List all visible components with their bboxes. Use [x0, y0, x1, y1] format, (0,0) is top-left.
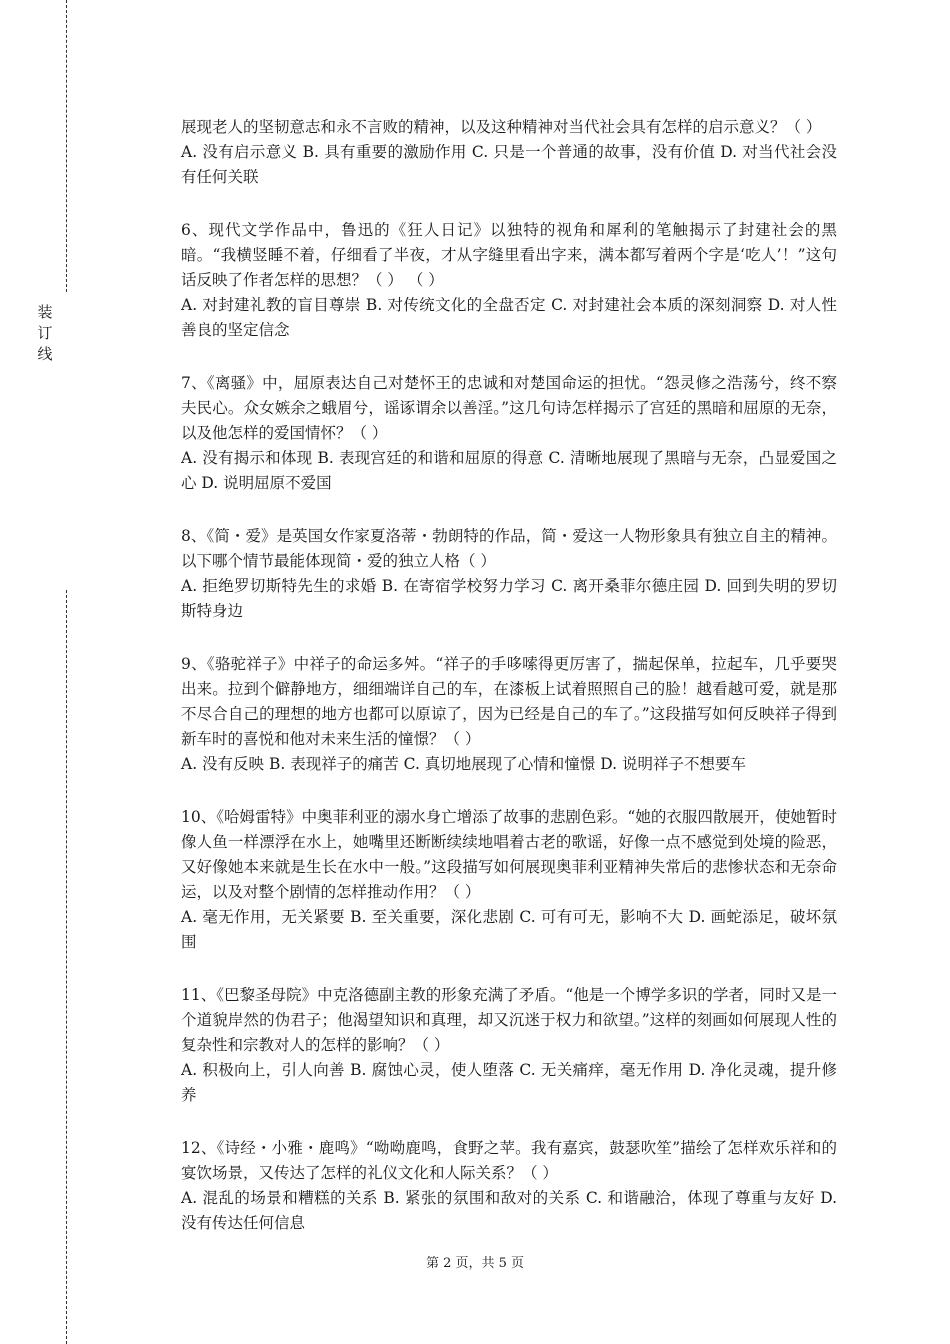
page-footer: 第 2 页，共 5 页 — [425, 1256, 525, 1271]
question-options: A. 拒绝罗切斯特先生的求婚 B. 在寄宿学校努力学习 C. 离开桑菲尔德庄园 D. 回到失明的罗切斯特身边 — [181, 577, 837, 620]
question-stem: 11、《巴黎圣母院》中克洛德副主教的形象充满了矛盾。“他是一个博学多识的学者，同时又是一个道貌岸然的伪君子；他渴望知识和真理，却又沉迷于权力和欲望。”这样的刻画如何展现人性的复杂性和宗教对人的怎样的影响？（ ） — [181, 986, 837, 1054]
question-item — [181, 524, 837, 624]
binding-label-char: 装 — [37, 303, 53, 321]
question-options: A. 毫无作用，无关紧要 B. 至关重要，深化悲剧 C. 可有可无，影响不大 D. 画蛇添足，破坏氛围 — [181, 908, 837, 951]
question-options: A. 没有启示意义 B. 具有重要的激励作用 C. 只是一个普通的故事，没有价值 D. 对当代社会没有任何关联 — [181, 143, 837, 186]
question-stem: 9、《骆驼祥子》中祥子的命运多舛。“祥子的手哆嗦得更厉害了，揣起保单，拉起车，几乎要哭出来。拉到个僻静地方，细细端详自己的车，在漆板上试着照照自己的脸！越看越可爱，就是那不尽合自己的理想的地方也都可以原谅了，因为已经是自己的车了。”这段描写如何反映祥子得到新车时的喜悦和他对未来生活的憧憬？（ ） — [181, 655, 837, 748]
question-stem: 10、《哈姆雷特》中奥菲利亚的溺水身亡增添了故事的悲剧色彩。“她的衣服四散展开，使她暂时像人鱼一样漂浮在水上，她嘴里还断断续续地唱着古老的歌谣，好像一点不感觉到处境的险恶，又好像她本来就是生长在水中一般。”这段描写如何展现奥菲利亚精神失常后的悲惨状态和无奈命运，以及对整个剧情的怎样推动作用？（ ） — [181, 808, 837, 901]
question-options: A. 没有揭示和体现 B. 表现宫廷的和谐和屈原的得意 C. 清晰地展现了黑暗与无奈，凸显爱国之心 D. 说明屈原不爱国 — [181, 449, 837, 492]
question-item — [181, 805, 837, 955]
question-item — [181, 371, 837, 496]
binding-line-bottom — [66, 590, 67, 1344]
question-options: A. 混乱的场景和糟糕的关系 B. 紧张的氛围和敌对的关系 C. 和谐融洽，体现了尊重与友好 D. 没有传达任何信息 — [181, 1189, 837, 1232]
question-list — [181, 115, 837, 1264]
question-stem: 6、现代文学作品中，鲁迅的《狂人日记》以独特的视角和犀利的笔触揭示了封建社会的黑暗。“我横竖睡不着，仔细看了半夜，才从字缝里看出字来，满本都写着两个字是‘吃人’！”这句话反映了作者怎样的思想？（ ） （ ） — [181, 221, 837, 289]
binding-label-char: 订 — [37, 324, 53, 342]
question-item — [181, 115, 837, 190]
question-options: A. 对封建礼教的盲目尊崇 B. 对传统文化的全盘否定 C. 对封建社会本质的深刻洞察 D. 对人性善良的坚定信念 — [181, 296, 837, 339]
question-stem: 7、《离骚》中，屈原表达自己对楚怀王的忠诚和对楚国命运的担忧。“怨灵修之浩荡兮，终不察夫民心。众女嫉余之蛾眉兮，谣诼谓余以善淫。”这几句诗怎样揭示了宫廷的黑暗和屈原的无奈，以及他怎样的爱国情怀？（ ） — [181, 374, 837, 442]
question-options: A. 没有反映 B. 表现祥子的痛苦 C. 真切地展现了心情和憧憬 D. 说明祥子不想要车 — [181, 755, 746, 773]
question-stem: 12、《诗经・小雅・鹿鸣》“呦呦鹿鸣，食野之苹。我有嘉宾，鼓瑟吹笙”描绘了怎样欢乐祥和的宴饮场景，又传达了怎样的礼仪文化和人际关系？（ ） — [181, 1139, 837, 1182]
binding-label — [34, 302, 56, 365]
question-stem: 展现老人的坚韧意志和永不言败的精神，以及这种精神对当代社会具有怎样的启示意义？（ ） — [181, 118, 822, 136]
question-item — [181, 983, 837, 1108]
question-item — [181, 218, 837, 343]
binding-label-char: 线 — [37, 345, 53, 363]
binding-line-top — [66, 0, 67, 292]
question-item — [181, 652, 837, 777]
question-options: A. 积极向上，引人向善 B. 腐蚀心灵，使人堕落 C. 无关痛痒，毫无作用 D. 净化灵魂，提升修养 — [181, 1061, 837, 1104]
question-stem: 8、《简・爱》是英国女作家夏洛蒂・勃朗特的作品，简・爱这一人物形象具有独立自主的精神。以下哪个情节最能体现简・爱的独立人格（ ） — [181, 527, 837, 570]
question-item — [181, 1136, 837, 1236]
